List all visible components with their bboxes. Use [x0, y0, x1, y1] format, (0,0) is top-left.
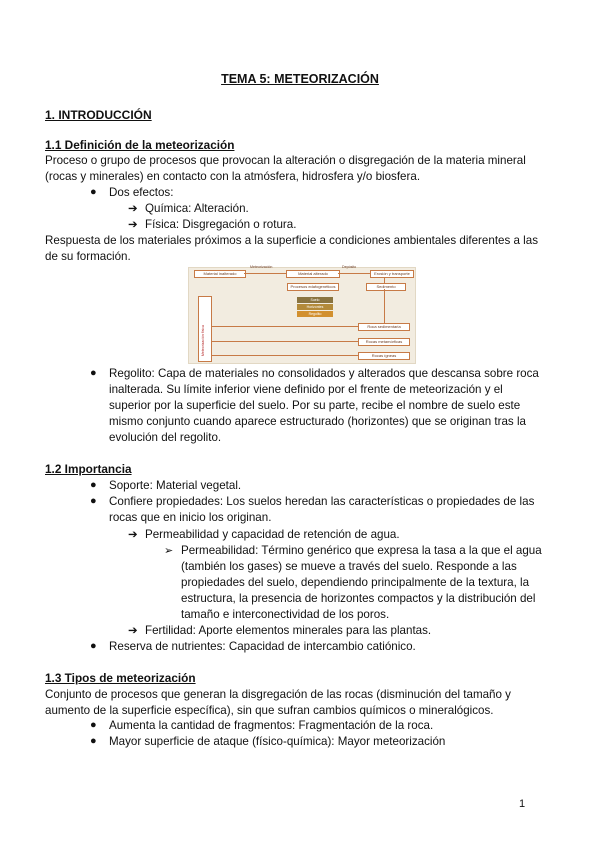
bullet-superficie-ataque: Mayor superficie de ataque (físico-química): Mayor meteorización: [109, 735, 446, 748]
arrow-icon: ➔: [128, 625, 138, 637]
bullet-regolito-line1: Regolito: Capa de materiales no consolidados y alterados que descansa sobre roca: [109, 367, 539, 380]
paragraph-tipos-line2: aumento de la superficie específica), sin que sufran cambios químicos o mineralógicos.: [45, 704, 494, 717]
triangle-bullet-icon: ➢: [164, 545, 174, 557]
paragraph-definicion-line1: Proceso o grupo de procesos que provocan la alteración o disgregación de la materia mineral: [45, 154, 526, 167]
bullet-regolito-line3: superior por la superficie del suelo. Por su parte, recibe el nombre de suelo este: [109, 399, 521, 412]
diagram-box-erosion: Erosión y transporte: [370, 270, 414, 278]
soil-layer-bottom: Regolito: [297, 311, 333, 317]
diagram-box-sedimento: Sedimento: [366, 283, 406, 291]
subsection-heading-importancia: 1.2 Importancia: [45, 462, 132, 476]
soil-layer-mid: Horizontes: [297, 304, 333, 310]
bullet-confiere-line1: Confiere propiedades: Los suelos heredan las características o propiedades de las: [109, 495, 535, 508]
diagram-arrow-line: [338, 273, 370, 274]
bullet-dos-efectos: Dos efectos:: [109, 186, 174, 199]
permeabilidad-line1: Permeabilidad: Término genérico que expresa la tasa a la que el agua: [181, 544, 542, 557]
bullet-regolito-line4: mismo conjunto cuando aparece estructurado (horizontes) que se originan tras la: [109, 415, 526, 428]
permeabilidad-line3: propiedades del suelo, dependiendo principalmente de la textura, la: [181, 576, 530, 589]
diagram-box-rocas-metamorficas: Rocas metamórficas: [358, 338, 410, 346]
bullet-soporte: Soporte: Material vegetal.: [109, 479, 242, 492]
bullet-icon: ●: [90, 640, 97, 652]
paragraph-respuesta-line1: Respuesta de los materiales próximos a la superficie a condiciones ambientales diferentes a las: [45, 234, 538, 247]
bullet-confiere-line2: rocas que en inicio los originan.: [109, 511, 272, 524]
diagram-box-material-alterado: Material alterado: [286, 270, 340, 278]
arrow-fertilidad: Fertilidad: Aporte elementos minerales para las plantas.: [145, 624, 432, 637]
arrow-fisica: Física: Disgregación o rotura.: [145, 218, 297, 231]
diagram-arrow-line: [210, 341, 358, 342]
arrow-icon: ➔: [128, 203, 138, 215]
bullet-icon: ●: [90, 735, 97, 747]
arrow-permeabilidad: Permeabilidad y capacidad de retención de agua.: [145, 528, 400, 541]
permeabilidad-line4: estructura, la presencia de horizontes compactos y la distribución del: [181, 592, 536, 605]
bullet-fragmentos: Aumenta la cantidad de fragmentos: Fragmentación de la roca.: [109, 719, 434, 732]
arrow-icon: ➔: [128, 219, 138, 231]
diagram-arrow-line: [384, 277, 385, 283]
bullet-icon: ●: [90, 495, 97, 507]
paragraph-definicion-line2: (rocas y minerales) en contacto con la atmósfera, hidrosfera y/o biosfera.: [45, 170, 421, 183]
diagram-box-procesos: Procesos edafogenéticos: [287, 283, 339, 291]
permeabilidad-line2: (también los gases) se mueve a través del suelo. Responde a las: [181, 560, 517, 573]
soil-layer-top: Suelo: [297, 297, 333, 303]
subsection-heading-definicion: 1.1 Definición de la meteorización: [45, 138, 235, 152]
page-number: 1: [519, 798, 526, 810]
arrow-icon: ➔: [128, 529, 138, 541]
diagram-vertical-label: Meteorización física: [201, 325, 205, 356]
diagram-arrow-line: [244, 273, 286, 274]
bullet-icon: ●: [90, 367, 97, 379]
page-title: TEMA 5: METEORIZACIÓN: [221, 72, 379, 86]
diagram-label-deposito: Depósito: [342, 265, 357, 269]
paragraph-respuesta-line2: de su formación.: [45, 250, 131, 263]
bullet-reserva-nutrientes: Reserva de nutrientes: Capacidad de intercambio catiónico.: [109, 640, 416, 653]
permeabilidad-line5: tamaño e interconectividad de los poros.: [181, 608, 390, 621]
diagram-arrow-line: [210, 355, 358, 356]
diagram-box-rocas-igneas: Rocas ígneas: [358, 352, 410, 360]
subsection-heading-tipos: 1.3 Tipos de meteorización: [45, 671, 196, 685]
diagram-arrow-line: [384, 289, 385, 323]
section-heading-introduccion: 1. INTRODUCCIÓN: [45, 108, 152, 122]
diagram-box-material-inalterado: Material inalterado: [194, 270, 246, 278]
paragraph-tipos-line1: Conjunto de procesos que generan la disgregación de las rocas (disminución del tamaño y: [45, 688, 511, 701]
diagram-label-meteorizacion: Meteorización: [250, 265, 273, 269]
bullet-icon: ●: [90, 719, 97, 731]
bullet-regolito-line5: evolución del regolito.: [109, 431, 222, 444]
bullet-icon: ●: [90, 186, 97, 198]
diagram-box-roca-sedimentaria: Roca sedimentaria: [358, 323, 410, 331]
arrow-quimica: Química: Alteración.: [145, 202, 249, 215]
bullet-regolito-line2: inalterada. Su límite inferior viene definido por el frente de meteorización y el: [109, 383, 503, 396]
diagram-arrow-line: [210, 326, 358, 327]
bullet-icon: ●: [90, 479, 97, 491]
